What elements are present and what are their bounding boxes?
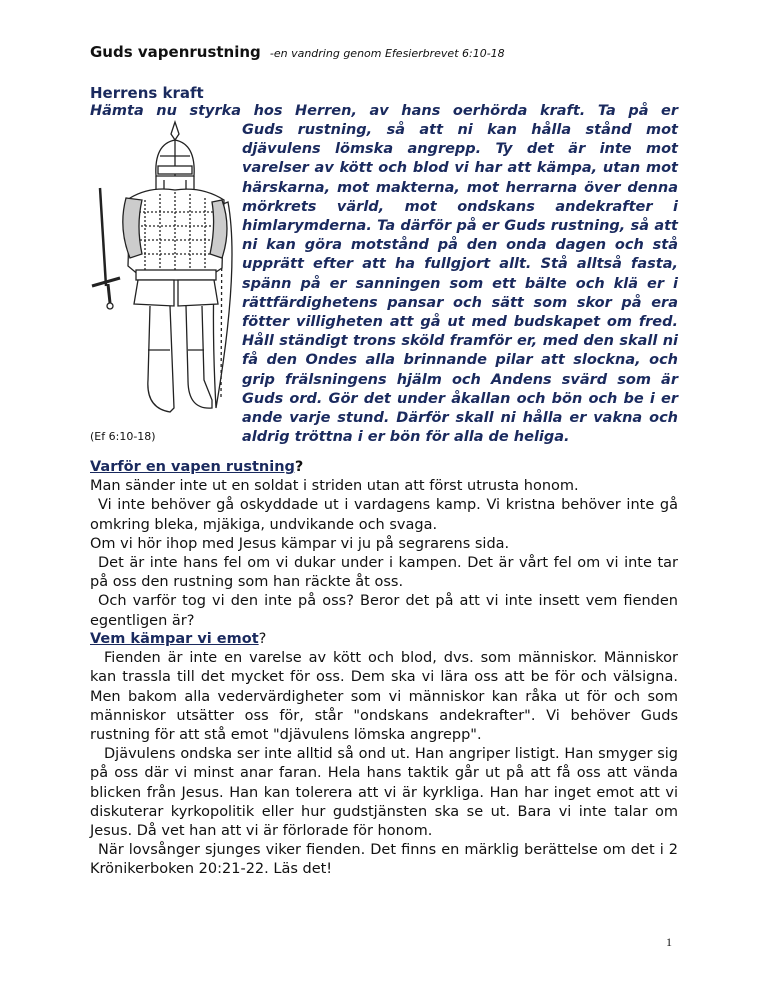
paragraph: Och varför tog vi den inte på oss? Beror det på att vi inte insett vem fienden egentligen är? [90, 593, 678, 629]
document-title: Guds vapenrustning [90, 43, 261, 61]
section-varfor [90, 458, 678, 631]
page-number: 1 [666, 935, 672, 949]
paragraph: Vi inte behöver gå oskyddade ut i vardagens kamp. Vi kristna behöver inte gå omkring bleka, mjäkiga, undvikande och svaga. [90, 497, 678, 533]
paragraph: Djävulens ondska ser inte alltid så ond ut. Han angriper listigt. Han smyger sig på oss där vi minst anar faran. Hela hans taktik går ut på att få oss att vända blicken från Jesus. Han kan tolerera att vi är kyrkliga. Han har inget emot att vi diskuterar kyrkopolitik eller hur gudstjänsten ska se ut. Bara vi inte talar om Jesus. Då vet han att vi är förlorade för honom. [90, 746, 678, 840]
paragraph: Om vi hör ihop med Jesus kämpar vi ju på segrarens sida. [90, 535, 510, 552]
paragraph: När lovsånger sjunges viker fienden. Det finns en märklig berättelse om det i 2 Krönikerboken 20:21-22. Läs det! [90, 842, 678, 878]
heading-varfor: Varför en vapen rustning [90, 459, 295, 475]
page-header [90, 42, 505, 61]
paragraph: Det är inte hans fel om vi dukar under i kampen. Det är vårt fel om vi inte tar på oss den rustning som han räckte åt oss. [90, 555, 678, 591]
scripture-reference: (Ef 6:10-18) [90, 430, 156, 443]
scripture-quote-body: Guds rustning, så att ni kan hålla stånd mot djävulens lömska angrepp. Ty det är inte mot varelser av kött och blod vi har att kämpa, utan mot härskarna, mot makterna, mot herrarna över denna mörkrets värld, mot ondskans andekrafter i himlarymderna. Ta därför på er Guds rustning, så att ni kan göra motstånd på den onda dagen och stå upprätt efter att ha fullgjort allt. Stå alltså fasta, spänn på er sanningen som ett bälte och klä er i rättfärdighetens pansar och sätt som skor på era fötter villigheten att gå ut med budskapet om fred. Håll ständigt trons sköld framför er, med den skall ni få den Ondes alla brinnande pilar att slockna, och grip frälsningens hjälm och Andens svärd som är Guds ord. Gör det under åkallan och bön och be i er ande varje stund. Därför skall ni hålla er vakna och aldrig tröttna i er bön för alla de heliga. [242, 122, 678, 446]
paragraph: Fienden är inte en varelse av kött och blod, dvs. som människor. Människor kan trassla till det mycket för oss. Dem ska vi lära oss att be för och välsigna. Men bakom alla vedervärdigheter som vi människor kan råka ut för och som människor utsätter oss för, står "ondskans andekrafter". Vi behöver Guds rustning för att stå emot "djävulens lömska angrepp". [90, 650, 678, 744]
heading-vem: Vem kämpar vi emot [90, 631, 259, 647]
paragraph: Man sänder inte ut en soldat i striden utan att först utrusta honom. [90, 478, 579, 495]
armor-illustration [90, 118, 240, 428]
heading-herrens-kraft: Herrens kraft [90, 84, 204, 102]
heading-vem-suffix: ? [258, 631, 267, 647]
document-subtitle: -en vandring genom Efesierbrevet 6:10-18 [269, 47, 505, 60]
heading-varfor-suffix: ? [294, 459, 304, 475]
scripture-quote-first-line: Hämta nu styrka hos Herren, av hans oerhörda kraft. Ta på er [90, 103, 678, 119]
section-vem [90, 630, 678, 880]
